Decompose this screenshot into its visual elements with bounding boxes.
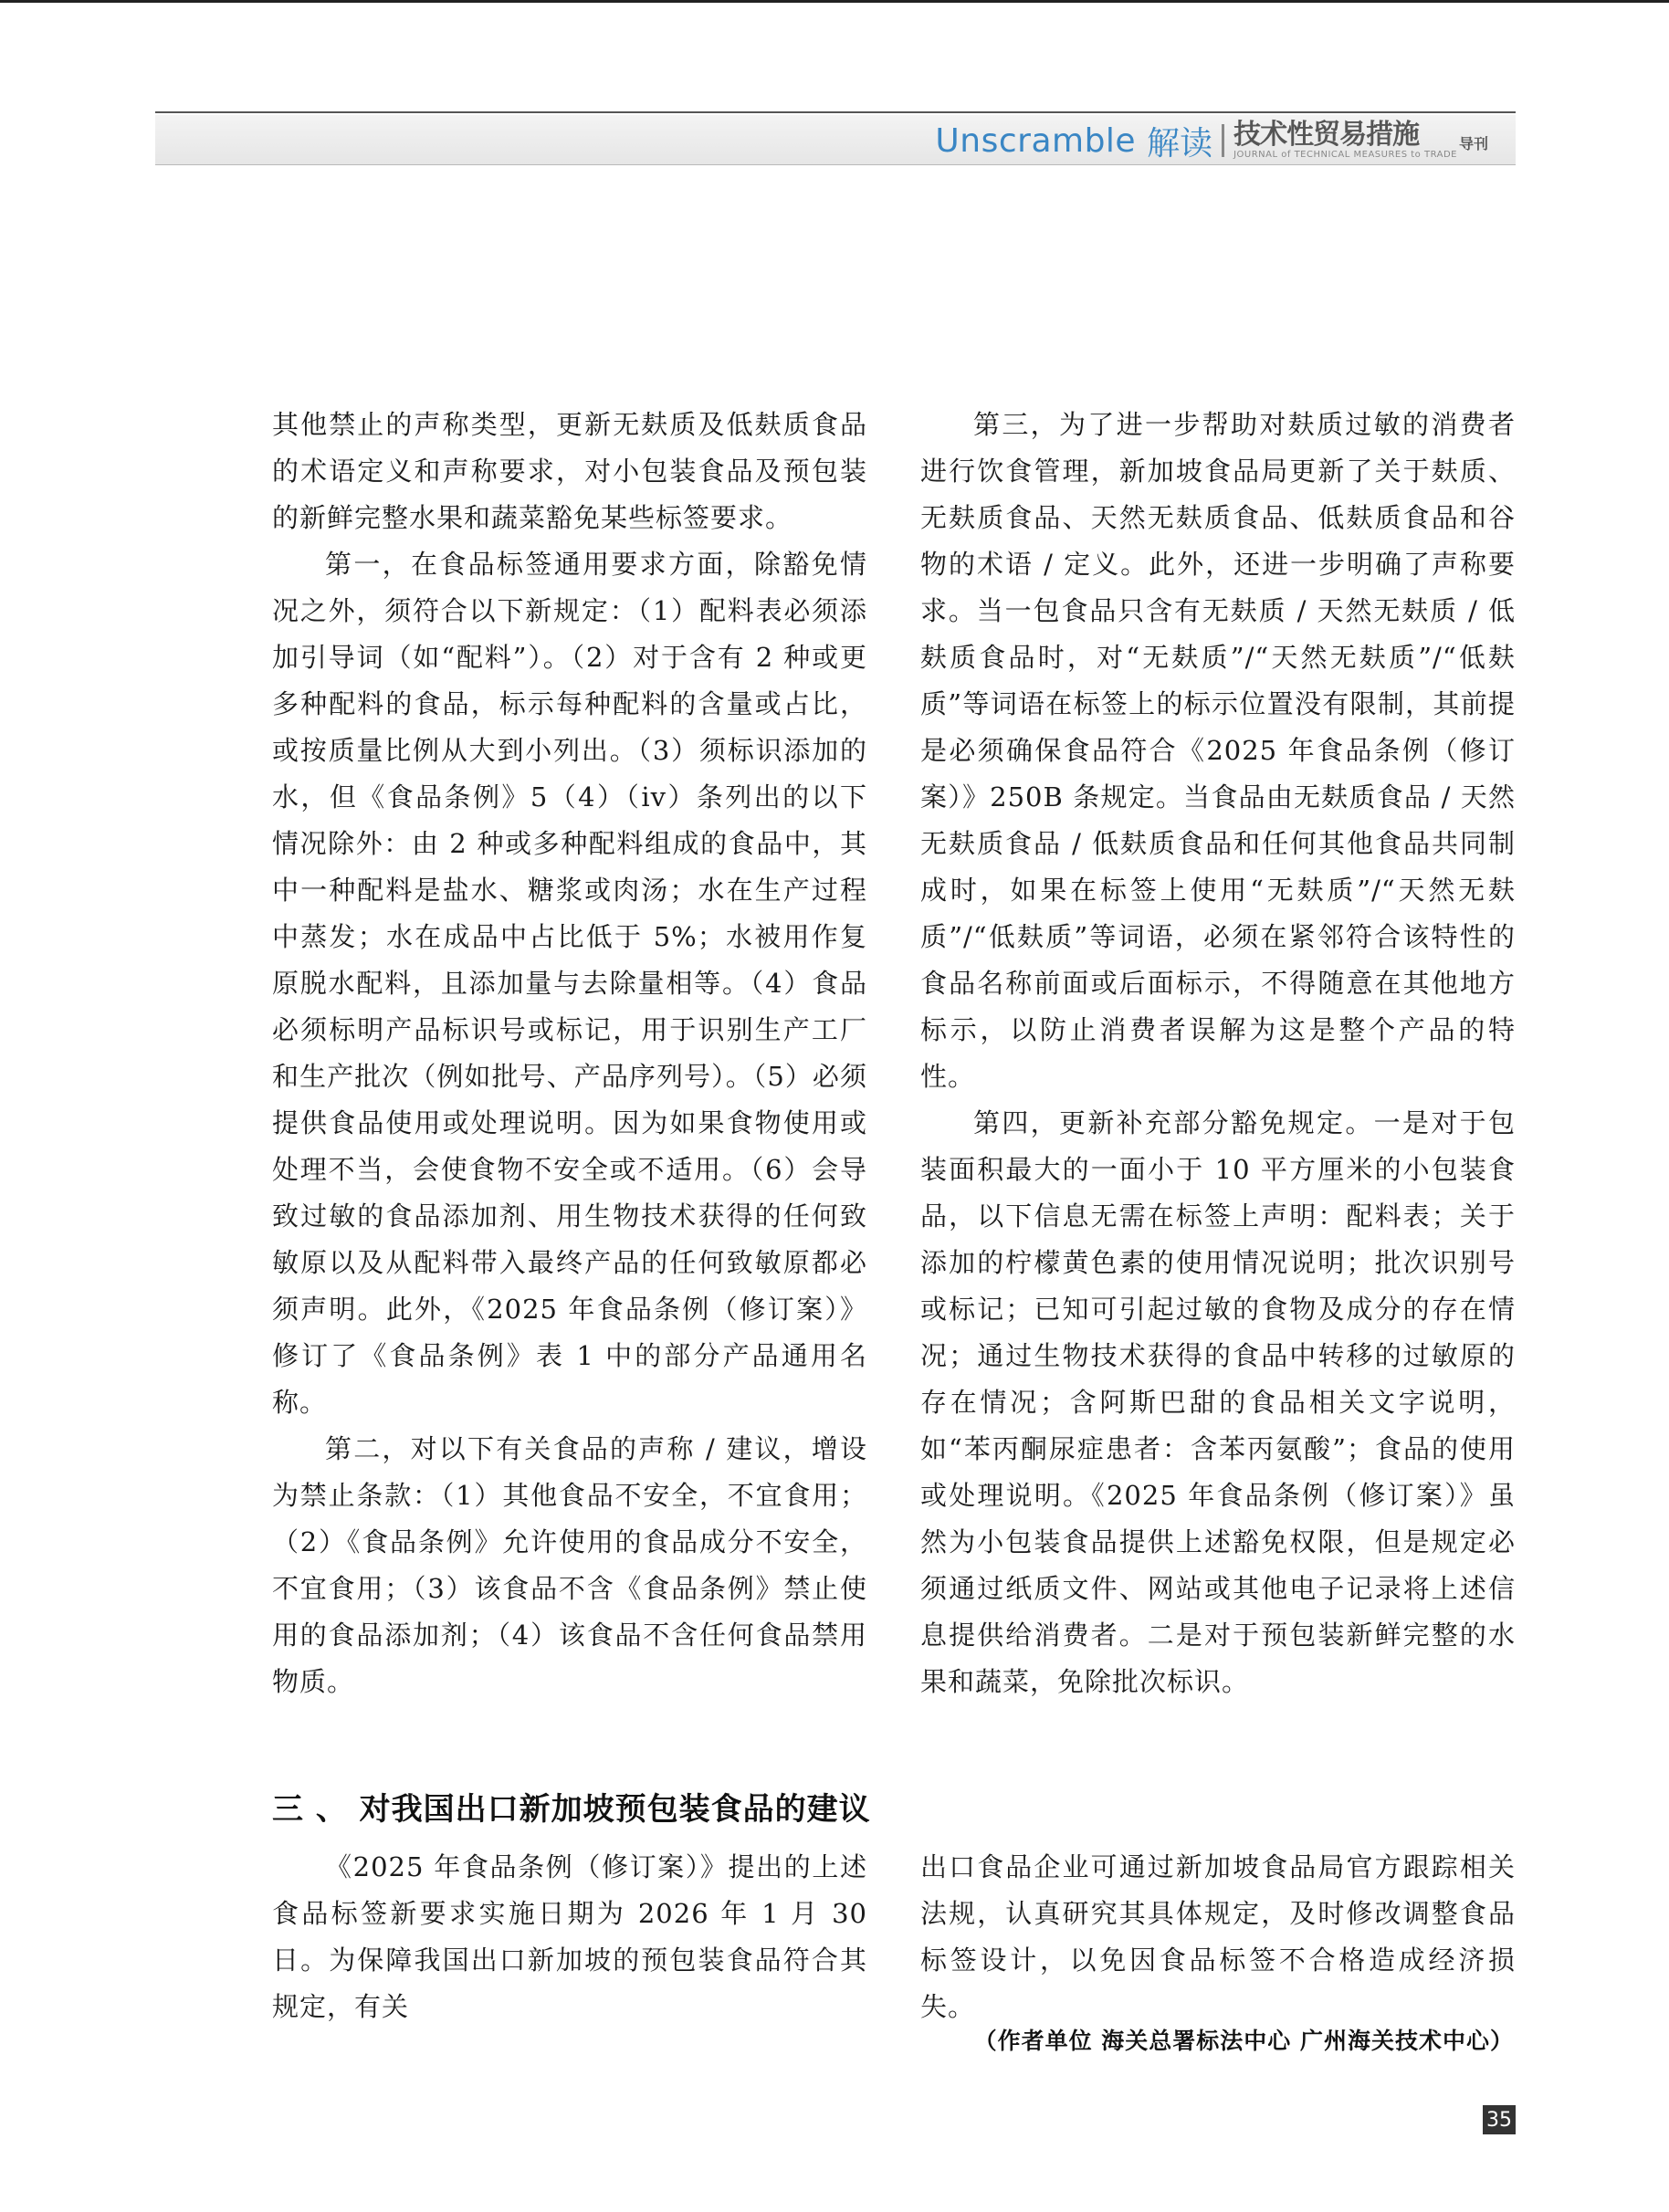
paragraph: 其他禁止的声称类型，更新无麸质及低麸质食品的术语定义和声称要求，对小包装食品及预包装的新鲜完整水果和蔬菜豁免某些标签要求。: [272, 409, 867, 533]
section-column-left: [272, 1844, 867, 2030]
header-rule: [155, 111, 1516, 113]
section-heading: 三 、 对我国出口新加坡预包装食品的建议: [272, 1791, 871, 1828]
page-top-border: [0, 0, 1669, 3]
article-column-right: [920, 402, 1516, 1705]
paragraph: 《2025 年食品条例（修订案）》提出的上述食品标签新要求实施日期为 2026 年 1 月 30 日。为保障我国出口新加坡的预包装食品符合其规定，有关: [272, 1851, 867, 2022]
running-header: [155, 115, 1516, 165]
article-column-left: [272, 402, 867, 1705]
header-section-en: Unscramble: [935, 121, 1137, 160]
journal-name-en: JOURNAL of TECHNICAL MEASURES to TRADE: [1233, 150, 1457, 160]
paragraph: 出口食品企业可通过新加坡食品局官方跟踪相关法规，认真研究其具体规定，及时修改调整食品标签设计，以免因食品标签不合格造成经济损失。: [920, 1851, 1516, 2022]
journal-logo: [1233, 121, 1457, 160]
journal-name: 技术性贸易措施: [1233, 119, 1420, 151]
header-title-group: [935, 119, 1488, 162]
paragraph: 第四，更新补充部分豁免规定。一是对于包装面积最大的一面小于 10 平方厘米的小包装食品，以下信息无需在标签上声明：配料表；关于添加的柠檬黄色素的使用情况说明；批次识别号或标记；已知可引起过敏的食物及成分的存在情况；通过生物技术获得的食品中转移的过敏原的存在情况；含阿斯巴甜的食品相关文字说明，如“苯丙酮尿症患者：含苯丙氨酸”；食品的使用或处理说明。《2025 年食品条例（修订案）》虽然为小包装食品提供上述豁免权限，但是规定必须通过纸质文件、网站或其他电子记录将上述信息提供给消费者。二是对于预包装新鲜完整的水果和蔬菜，免除批次标识。: [920, 1107, 1516, 1697]
author-affiliation: （作者单位 海关总署标法中心 广州海关技术中心）: [973, 2028, 1514, 2054]
journal-suffix: 导刊: [1458, 135, 1488, 152]
header-divider: [1222, 124, 1224, 157]
section-column-right: [920, 1844, 1516, 2030]
paragraph: 第二，对以下有关食品的声称 / 建议，增设为禁止条款：（1）其他食品不安全，不宜食用；（2）《食品条例》允许使用的食品成分不安全，不宜食用；（3）该食品不含《食品条例》禁止使用的食品添加剂；（4）该食品不含任何食品禁用物质。: [272, 1433, 867, 1697]
paragraph: 第一，在食品标签通用要求方面，除豁免情况之外，须符合以下新规定：（1）配料表必须添加引导词（如“配料”）。（2）对于含有 2 种或更多种配料的食品，标示每种配料的含量或占比，或按质量比例从大到小列出。（3）须标识添加的水，但《食品条例》5（4）（iv）条列出的以下情况除外：由 2 种或多种配料组成的食品中，其中一种配料是盐水、糖浆或肉汤；水在生产过程中蒸发；水在成品中占比低于 5%；水被用作复原脱水配料，且添加量与去除量相等。（4）食品必须标明产品标识号或标记，用于识别生产工厂和生产批次（例如批号、产品序列号）。（5）必须提供食品使用或处理说明。因为如果食物使用或处理不当，会使食物不安全或不适用。（6）会导致过敏的食品添加剂、用生物技术获得的任何致敏原以及从配料带入最终产品的任何致敏原都必须声明。此外，《2025 年食品条例（修订案）》修订了《食品条例》表 1 中的部分产品通用名称。: [272, 549, 867, 1418]
header-section-cn: 解读: [1147, 124, 1213, 162]
paragraph: 第三，为了进一步帮助对麸质过敏的消费者进行饮食管理，新加坡食品局更新了关于麸质、无麸质食品、天然无麸质食品、低麸质食品和谷物的术语 / 定义。此外，还进一步明确了声称要求。当一包食品只含有无麸质 / 天然无麸质 / 低麸质食品时，对“无麸质”/“天然无麸质”/“低麸质”等词语在标签上的标示位置没有限制，其前提是必须确保食品符合《2025 年食品条例（修订案）》250B 条规定。当食品由无麸质食品 / 天然无麸质食品 / 低麸质食品和任何其他食品共同制成时，如果在标签上使用“无麸质”/“天然无麸质”/“低麸质”等词语，必须在紧邻符合该特性的食品名称前面或后面标示，不得随意在其他地方标示，以防止消费者误解为这是整个产品的特性。: [920, 409, 1516, 1092]
page-number: 35: [1483, 2105, 1516, 2134]
